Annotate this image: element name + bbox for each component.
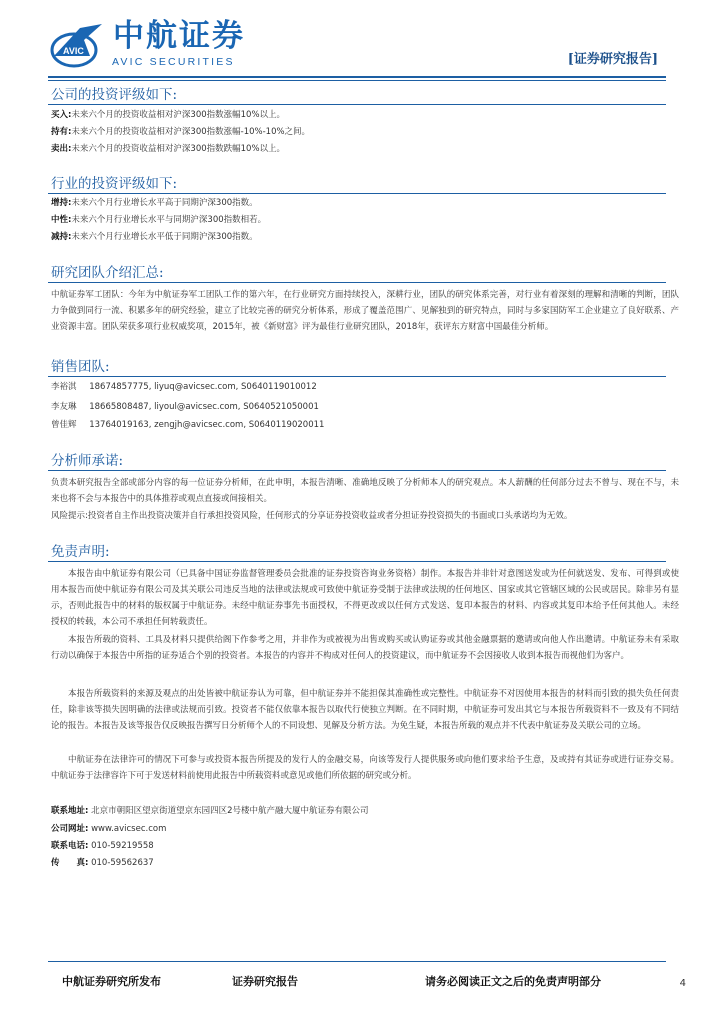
page-number: 4 — [679, 978, 686, 989]
disclaimer-paragraph: 本报告所载资料的来源及观点的出处皆被中航证券认为可靠，但中航证券并不能担保其准确性或完整性。中航证券不对因使用本报告的材料而引致的损失负任何责任，除非该等损失因明确的法律或法规而引致。投资者不能仅依靠本报告以取代行使独立判断。在不同时期，中航证券可发出其它与本报告所载资料不一致及有不同结论的报告。本报告及该等报告仅反映报告撰写日分析师个人的不同设想、见解及分析方法。为免生疑，本报告所载的观点并不代表中航证券及关联公司的立场。 — [51, 689, 679, 731]
member-email[interactable]: liyoul@avicsec.com — [154, 402, 238, 412]
member-phone: 18665808487 — [89, 402, 149, 412]
section-divider — [48, 282, 666, 283]
industry-rating-overweight — [51, 198, 258, 209]
member-cert: S0640119010012 — [241, 382, 317, 392]
disclaimer-paragraph: 本报告由中航证券有限公司（已具备中国证券监督管理委员会批准的证券投资咨询业务资格）制作。本报告并非针对意图送发或为任何就送发、发布、可得到或使用本报告而使中航证券有限公司及其关联公司违反当地的法律或法规或可致使中航证券受制于法律或法规的任何地区、国家或其它管辖区域的公民或居民。除非另有显示，否则此报告中的材料的版权属于中航证券。未经中航证券事先书面授权，不得更改或以任何方式发送、复印本报告的材料、内容或其复印本给予任何其他人。未经授权的转载，本公司不承担任何转载责任。 — [51, 569, 679, 627]
sales-member: 李裕淇 18674857775, liyuq@avicsec.com, S0640119010012 — [51, 382, 317, 392]
member-email[interactable]: zengjh@avicsec.com — [154, 420, 244, 430]
research-team-text: 中航证券军工团队：今年为中航证券军工团队工作的第六年，在行业研究方面持续投入，深耕行业，团队的研究体系完善，对行业有着深刻的理解和清晰的判断，团队力争做到同行一流、积累多年的研究经验，建立了比较完善的研究分析体系，形成了覆盖范围广、见解独到的研究特点，同时与多家国防军工企业建立了良好联系、产业资源丰富。团队荣获多项行业权威奖项，2015年，被《新财富》评为最佳行业研究团队，2018年，获评东方财富中国最佳分析师。 — [51, 290, 679, 332]
analyst-pledge-text: 负责本研究报告全部或部分内容的每一位证券分析师，在此申明，本报告清晰、准确地反映了分析师本人的研究观点。本人薪酬的任何部分过去不曾与、现在不与，未来也将不会与本报告中的具体推荐或观点直接或间接相关。 — [51, 478, 679, 504]
company-rating-hold — [51, 127, 310, 138]
contact-label: 联系地址: — [51, 806, 89, 816]
risk-label: 风险提示: — [51, 511, 88, 521]
contact-fax — [51, 858, 154, 869]
disclaimer-paragraph: 中航证券在法律许可的情况下可参与或投资本报告所提及的发行人的金融交易，向该等发行人提供服务或向他们要求给予生意，及或持有其证券或进行证券交易。中航证券于法律容许下可于发送材料前使用此报告中所载资料或意见或他们所依据的研究或分析。 — [51, 755, 679, 781]
rating-text: 未来六个月的投资收益相对沪深300指数涨幅10%以上。 — [71, 110, 286, 120]
company-rating-sell — [51, 144, 285, 155]
member-name: 李友琳 — [51, 402, 77, 412]
contact-label: 公司网址: — [51, 824, 89, 834]
rating-label: 中性: — [51, 215, 72, 225]
rating-label: 买入: — [51, 110, 72, 120]
industry-rating-title: 行业的投资评级如下: — [51, 176, 178, 192]
footer-disclaimer-note: 请务必阅读正文之后的免责声明部分 — [425, 975, 601, 988]
report-type-label: [证券研究报告] — [567, 52, 658, 67]
section-divider — [48, 104, 666, 105]
header-divider-thin — [48, 80, 666, 81]
contact-label: 联系电话: — [51, 841, 89, 851]
disclaimer-paragraph: 本报告所载的资料、工具及材料只提供给阁下作参考之用，并非作为或被视为出售或购买或认购证券或其他金融票据的邀请或向他人作出邀请。中航证券未有采取行动以确保于本报告中所指的证券适合个别的投资者。本报告的内容并不构成对任何人的投资建议，而中航证券不会因接收人收到本报告而视他们为客户。 — [51, 635, 679, 661]
header-divider — [48, 76, 666, 78]
risk-warning — [51, 508, 679, 524]
industry-rating-underweight — [51, 232, 258, 243]
section-divider — [48, 470, 666, 471]
rating-label: 减持: — [51, 232, 72, 242]
contact-phone — [51, 841, 154, 852]
sales-team-title: 销售团队: — [51, 359, 110, 375]
footer-publisher: 中航证券研究所发布 — [62, 975, 161, 988]
section-divider — [48, 193, 666, 194]
rating-label: 卖出: — [51, 144, 72, 154]
rating-text: 未来六个月的投资收益相对沪深300指数跌幅10%以上。 — [71, 144, 286, 154]
sales-member: 曾佳辉 13764019163, zengjh@avicsec.com, S0640119020011 — [51, 420, 325, 430]
rating-label: 增持: — [51, 198, 72, 208]
rating-text: 未来六个月行业增长水平高于同期沪深300指数。 — [71, 198, 258, 208]
rating-label: 持有: — [51, 127, 72, 137]
member-phone: 18674857775 — [89, 382, 149, 392]
logo-chinese-name: 中航证券 — [113, 18, 245, 54]
risk-text: 投资者自主作出投资决策并自行承担投资风险，任何形式的分享证券投资收益或者分担证券投资损失的书面或口头承诺均为无效。 — [87, 511, 573, 521]
contact-website — [51, 824, 166, 835]
footer-report-type: 证券研究报告 — [232, 975, 298, 988]
avic-logo-icon — [50, 20, 106, 70]
member-email[interactable]: liyuq@avicsec.com — [154, 382, 236, 392]
company-rating-title: 公司的投资评级如下: — [51, 87, 178, 103]
disclaimer-title: 免责声明: — [51, 544, 110, 560]
rating-text: 未来六个月行业增长水平与同期沪深300指数相若。 — [71, 215, 267, 225]
contact-value: 010-59562637 — [91, 858, 154, 868]
rating-text: 未来六个月的投资收益相对沪深300指数涨幅-10%-10%之间。 — [71, 127, 311, 137]
sales-member: 李友琳 18665808487, liyoul@avicsec.com, S0640521050001 — [51, 402, 319, 412]
industry-rating-neutral — [51, 215, 266, 226]
contact-value: 北京市朝阳区望京街道望京东园四区2号楼中航产融大厦中航证券有限公司 — [91, 806, 369, 816]
research-team-title: 研究团队介绍汇总: — [51, 265, 164, 281]
logo-english-name: AVIC SECURITIES — [112, 56, 235, 68]
member-cert: S0640521050001 — [243, 402, 319, 412]
member-phone: 13764019163 — [89, 420, 149, 430]
section-divider — [48, 376, 666, 377]
contact-value: 010-59219558 — [91, 841, 154, 851]
company-rating-buy — [51, 110, 285, 121]
footer-divider — [48, 961, 666, 962]
member-name: 李裕淇 — [51, 382, 77, 392]
member-name: 曾佳辉 — [51, 420, 77, 430]
website-link[interactable]: www.avicsec.com — [91, 824, 167, 834]
section-divider — [48, 561, 666, 562]
analyst-pledge-title: 分析师承诺: — [51, 453, 124, 469]
page-header — [0, 0, 724, 82]
contact-address — [51, 806, 369, 817]
rating-text: 未来六个月行业增长水平低于同期沪深300指数。 — [71, 232, 258, 242]
contact-label: 传 真: — [51, 858, 89, 868]
logo-mark-text: AVIC — [63, 46, 84, 56]
member-cert: S0640119020011 — [248, 420, 325, 430]
